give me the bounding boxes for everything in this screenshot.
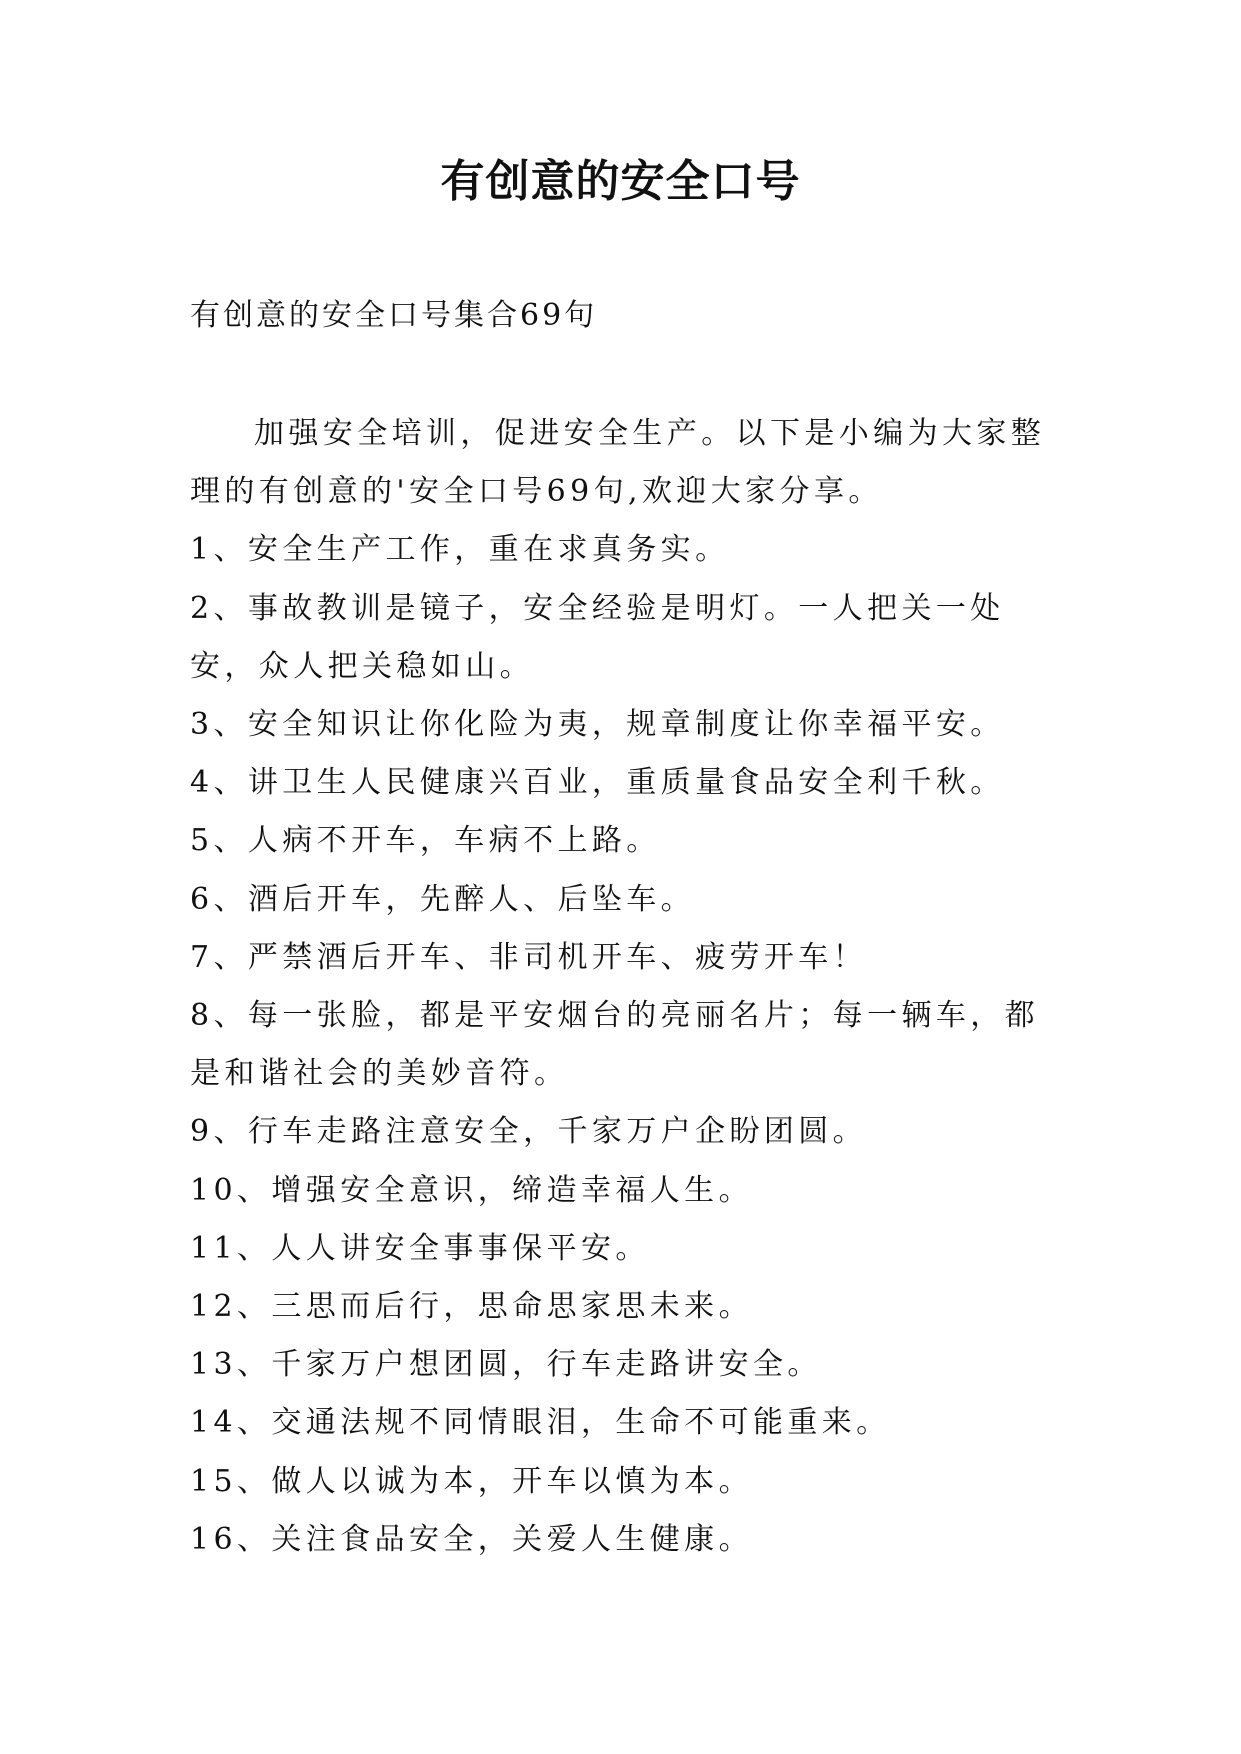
slogan-item-5: 5、人病不开车，车病不上路。 bbox=[190, 823, 661, 859]
slogan-item-16: 16、关注食品安全，关爱人生健康。 bbox=[190, 1521, 753, 1557]
slogan-item-2: 2、事故教训是镜子，安全经验是明灯。一人把关一处安，众人把关稳如山。 bbox=[190, 590, 1005, 684]
slogan-item-3: 3、安全知识让你化险为夷，规章制度让你幸福平安。 bbox=[190, 707, 1005, 743]
slogan-item-10: 10、增强安全意识，缔造幸福人生。 bbox=[190, 1172, 753, 1208]
slogan-item-15: 15、做人以诚为本，开车以慎为本。 bbox=[190, 1463, 753, 1499]
slogan-item-12: 12、三思而后行，思命思家思未来。 bbox=[190, 1289, 753, 1325]
slogan-item-8: 8、每一张脸，都是平安烟台的亮丽名片；每一辆车，都是和谐社会的美妙音符。 bbox=[190, 998, 1040, 1092]
slogan-item-6: 6、酒后开车，先醉人、后坠车。 bbox=[190, 881, 696, 917]
intro-paragraph: 加强安全培训，促进安全生产。以下是小编为大家整理的有创意的'安全口号69句,欢迎大家分享。 bbox=[190, 416, 1046, 510]
slogan-item-13: 13、千家万户想团圆，行车走路讲安全。 bbox=[190, 1347, 822, 1383]
slogan-item-1: 1、安全生产工作，重在求真务实。 bbox=[190, 532, 730, 568]
slogan-item-4: 4、讲卫生人民健康兴百业，重质量食品安全利千秋。 bbox=[190, 765, 1005, 801]
document-body bbox=[190, 405, 1060, 1569]
slogan-item-9: 9、行车走路注意安全，千家万户企盼团圆。 bbox=[190, 1114, 868, 1150]
slogan-item-7: 7、严禁酒后开车、非司机开车、疲劳开车！ bbox=[190, 939, 868, 975]
slogan-item-14: 14、交通法规不同情眼泪，生命不可能重来。 bbox=[190, 1405, 891, 1441]
page-title: 有创意的安全口号 bbox=[440, 156, 801, 207]
slogan-item-11: 11、人人讲安全事事保平安。 bbox=[190, 1230, 650, 1266]
page-subtitle: 有创意的安全口号集合69句 bbox=[190, 298, 598, 333]
